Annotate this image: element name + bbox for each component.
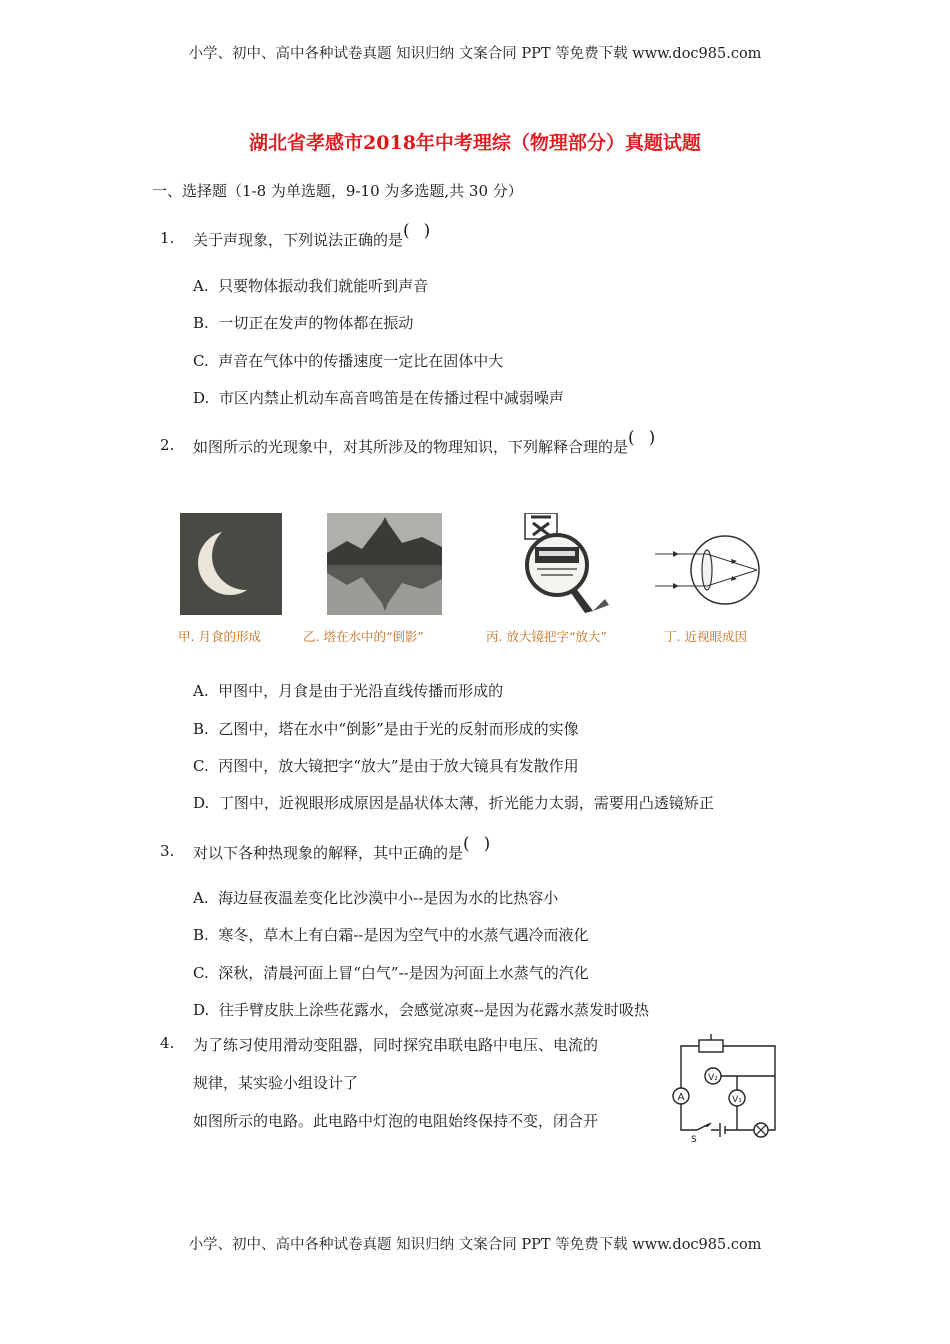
- rheostat-icon: [699, 1040, 723, 1052]
- option: A. 只要物体振动我们就能听到声音: [193, 277, 429, 295]
- option: D. 往手臂皮肤上涂些花露水，会感觉凉爽--是因为花露水蒸发时吸热: [193, 1001, 649, 1019]
- question-number: 3.: [160, 842, 175, 860]
- option: C. 深秋，清晨河面上冒“白气”--是因为河面上水蒸气的汽化: [193, 964, 589, 982]
- figure-caption: 甲. 月食的形成: [178, 629, 261, 644]
- question-number: 4.: [160, 1034, 175, 1052]
- myopia-eye-diagram: [655, 530, 777, 610]
- page-footer: 小学、初中、高中各种试卷真题 知识归纳 文案合同 PPT 等免费下载 www.doc985.com: [188, 1237, 762, 1253]
- option: D. 丁图中，近视眼形成原因是晶状体太薄，折光能力太弱，需要用凸透镜矫正: [193, 794, 714, 812]
- question-stem: [193, 428, 670, 457]
- question-2-stem: 如图所示的光现象中，对其所涉及的物理知识，下列解释合理的是: [193, 438, 629, 456]
- answer-bracket: (): [403, 221, 445, 241]
- option: B. 一切正在发声的物体都在振动: [193, 314, 414, 332]
- page-header: 小学、初中、高中各种试卷真题 知识归纳 文案合同 PPT 等免费下载 www.doc985.com: [188, 46, 762, 62]
- page-title: 湖北省孝感市2018年中考理综（物理部分）真题试题: [249, 132, 701, 154]
- answer-bracket: (): [628, 428, 670, 448]
- answer-bracket: (): [463, 834, 505, 854]
- figure-caption: 乙. 塔在水中的“倒影”: [303, 629, 424, 644]
- question-3-stem: 对以下各种热现象的解释，其中正确的是: [193, 844, 464, 862]
- v2-label: V₂: [708, 1073, 718, 1083]
- option: A. 海边昼夜温差变化比沙漠中小--是因为水的比热容小: [193, 889, 559, 907]
- question-4-line: 为了练习使用滑动变阻器，同时探究串联电路中电压、电流的: [193, 1036, 599, 1054]
- magnifier-image: [515, 513, 615, 615]
- question-4-line: 规律，某实验小组设计了: [193, 1074, 359, 1092]
- ammeter-label: A: [677, 1092, 685, 1103]
- v1-label: V₁: [732, 1095, 742, 1105]
- tower-reflection-image: [327, 513, 442, 615]
- option: D. 市区内禁止机动车高音鸣笛是在传播过程中减弱噪声: [193, 389, 564, 407]
- option: B. 寒冬，草木上有白霜--是因为空气中的水蒸气遇冷而液化: [193, 926, 589, 944]
- option: C. 声音在气体中的传播速度一定比在固体中大: [193, 352, 504, 370]
- question-stem: [193, 221, 445, 250]
- question-stem: [193, 834, 505, 863]
- question-number: 2.: [160, 436, 175, 454]
- option: B. 乙图中，塔在水中“倒影”是由于光的反射而形成的实像: [193, 720, 579, 738]
- option: A. 甲图中，月食是由于光沿直线传播而形成的: [193, 682, 504, 700]
- figure-caption: 丁. 近视眼成因: [664, 629, 747, 644]
- circuit-diagram: [665, 1030, 790, 1145]
- option: C. 丙图中，放大镜把字“放大”是由于放大镜具有发散作用: [193, 757, 579, 775]
- question-number: 1.: [160, 229, 175, 247]
- question-4-line: 如图所示的电路。此电路中灯泡的电阻始终保持不变，闭合开: [193, 1112, 599, 1130]
- section-heading: 一、选择题（1-8 为单选题，9-10 为多选题,共 30 分）: [152, 182, 523, 200]
- lunar-eclipse-image: [180, 513, 282, 615]
- figure-caption: 丙. 放大镜把字“放大”: [486, 629, 607, 644]
- switch-label: S: [691, 1135, 697, 1145]
- question-1-stem: 关于声现象，下列说法正确的是: [193, 231, 404, 249]
